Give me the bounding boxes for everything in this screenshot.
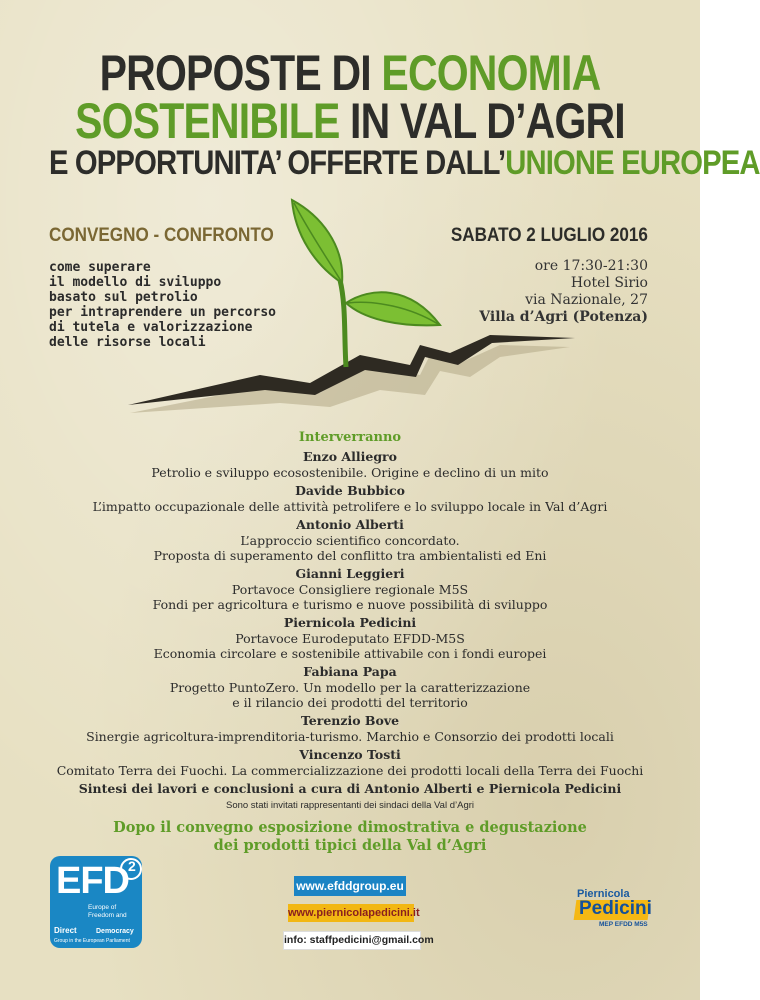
speaker [0,449,700,480]
speaker-name: Terenzio Bove [300,713,400,728]
speaker-name: Gianni Leggieri [295,566,405,581]
sprout-leaf-right [346,292,440,325]
efd-logo-text: EFD [56,860,129,902]
speaker-name: Fabiana Papa [303,664,397,679]
efd-logo-sup: 2 [128,858,136,874]
speaker-topic: Petrolio e sviluppo ecosostenibile. Origine e declino di un mito [151,465,549,480]
sintesi-text: Sintesi dei lavori e conclusioni a cura di Antonio Alberti e Piernicola Pedicini [78,781,622,796]
pedicini-logo-sub: MEP EFDD M5S [599,921,648,928]
speaker-name: Piernicola Pedicini [283,615,417,630]
convegno-line: delle risorse locali [49,335,206,350]
title-part: ECONOMIA [381,45,601,101]
speaker-topic: Progetto PuntoZero. Un modello per la caratterizzazione [169,680,531,695]
efdd-website-link[interactable]: www.efddgroup.eu [294,876,406,896]
pedicini-logo-first: Piernicola [577,888,630,900]
speaker-name: Davide Bubbico [295,483,405,498]
speaker [0,664,700,710]
convegno-line: per intraprendere un percorso [49,305,276,320]
title-part: SOSTENIBILE [75,93,340,149]
speaker [0,615,700,661]
speaker-topic: L’impatto occupazionale delle attività petrolifere e lo sviluppo locale in Val d’Agri [92,499,608,514]
email-link[interactable]: info: staffpedicini@gmail.com [283,931,421,950]
title-part: PROPOSTE DI [99,45,382,101]
speaker-topic: Portavoce Eurodeputato EFDD-M5S [235,631,465,646]
efd-logo-desc: Europe of Freedom and [88,904,127,919]
speaker-topic: Economia circolare e sostenibile attivabile con i fondi europei [153,646,547,661]
convegno-line: come superare [49,260,151,275]
speaker [0,517,700,563]
pedicini-logo [575,888,653,932]
convegno-heading: CONVEGNO - CONFRONTO [49,225,274,246]
efd-logo-group: Group in the European Parliament [54,938,130,944]
pedicini-logo-name: Pedicini [579,898,652,919]
speaker-name: Enzo Alliegro [303,449,397,464]
event-date: SABATO 2 LUGLIO 2016 [450,225,648,246]
invitati-note: Sono stati invitati rappresentanti dei sindaci della Val d’Agri [225,800,475,811]
degustazione-line: dei prodotti tipici della Val d’Agri [213,837,487,854]
convegno-description [49,260,309,350]
title-line-3 [49,144,760,183]
title-part: E OPPORTUNITA’ OFFERTE DALL’ [49,144,506,182]
degustazione-note [0,819,700,855]
speaker [0,483,700,514]
event-city: Villa d’Agri (Potenza) [479,309,648,325]
event-time: ore 17:30-21:30 [534,258,648,274]
event-street: via Nazionale, 27 [525,292,648,308]
convegno-line: di tutela e valorizzazione [49,320,253,335]
speaker [0,566,700,612]
pedicini-website-link[interactable]: www.piernicolapedicini.it [288,904,414,922]
title-line-2 [63,92,637,150]
title-part: IN VAL D’AGRI [339,93,625,149]
speaker-topic: Fondi per agricoltura e turismo e nuove possibilità di sviluppo [152,597,548,612]
title-part: UNIONE EUROPEA [505,144,760,182]
ground-crack-shadow [130,345,570,413]
event-venue: Hotel Sirio [570,275,648,291]
speaker-topic: Portavoce Consigliere regionale M5S [231,582,469,597]
speaker-topic: Sinergie agricoltura-imprenditoria-turismo. Marchio e Consorzio dei prodotti locali [86,729,614,744]
event-info [479,258,648,326]
speaker [0,747,700,778]
efd-logo-direct: Direct [54,926,77,935]
sprout-stem [340,280,346,367]
convegno-line: basato sul petrolio [49,290,198,305]
efd-logo-democracy: Democracy [96,928,134,935]
speaker-topic: e il rilancio dei prodotti del territorio [232,695,468,710]
speaker [0,713,700,744]
speaker-topic: Comitato Terra dei Fuochi. La commercializzazione dei prodotti locali della Terra dei Fuochi [56,763,644,778]
speakers-section [0,430,700,855]
speaker-name: Antonio Alberti [296,517,404,532]
degustazione-line: Dopo il convegno esposizione dimostrativa e degustazione [113,819,587,836]
efd-logo [50,856,142,948]
speaker-topic: L’approccio scientifico concordato. [240,533,460,548]
speaker-topic: Proposta di superamento del conflitto tra ambientalisti ed Eni [153,548,547,563]
convegno-line: il modello di sviluppo [49,275,222,290]
speaker-name: Vincenzo Tosti [299,747,401,762]
speakers-label: Interverranno [298,430,402,445]
